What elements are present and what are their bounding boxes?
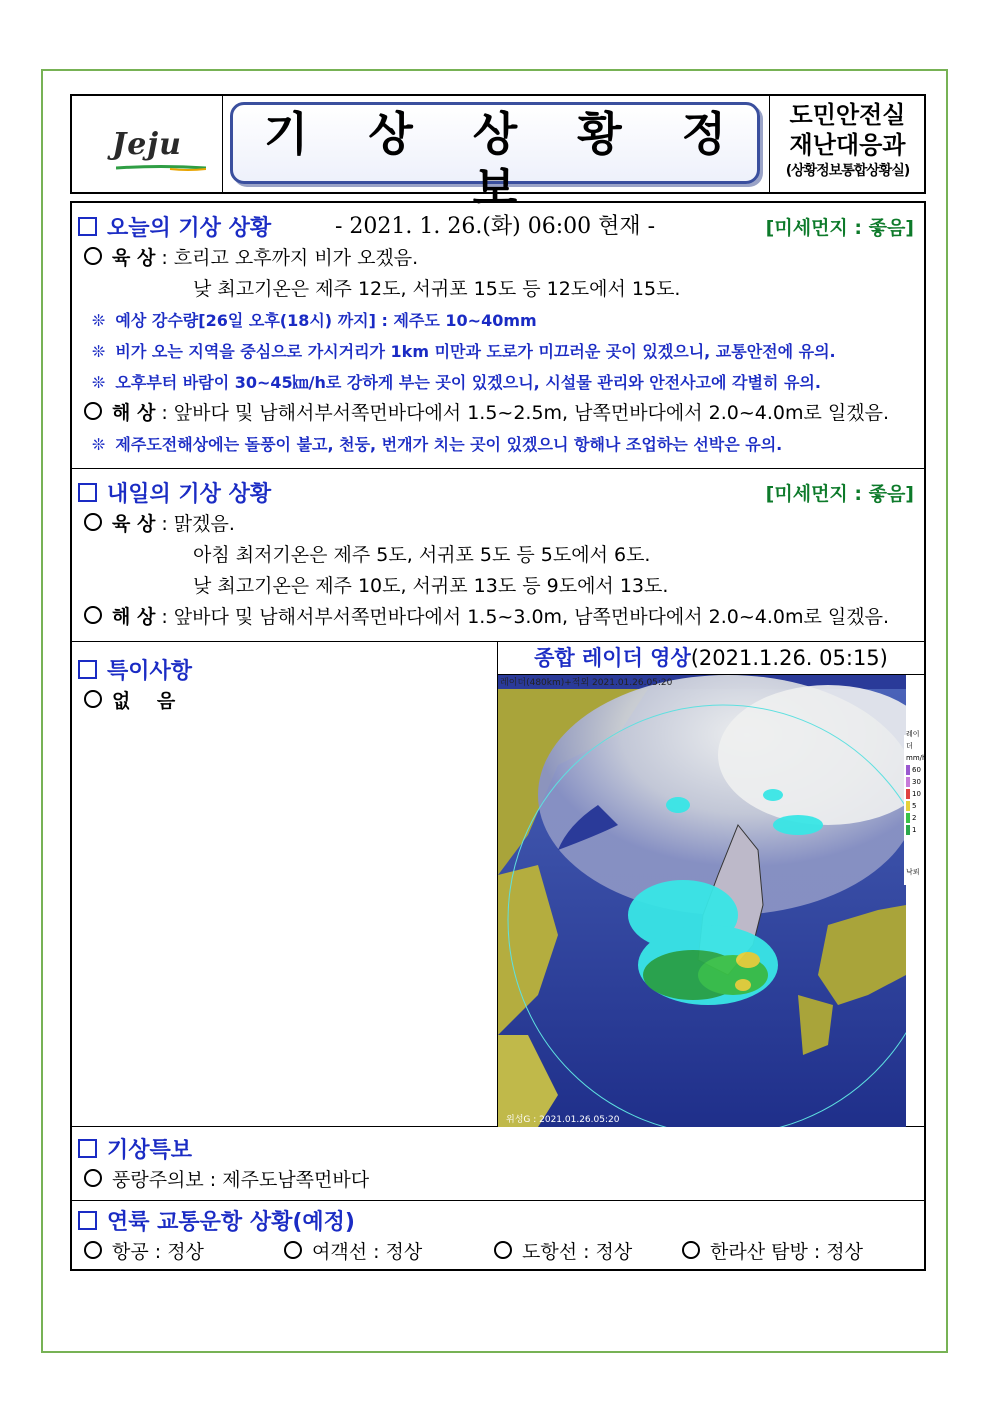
warning-title: 기상특보 bbox=[78, 1133, 192, 1164]
traffic-title: 연륙 교통운항 상황(예정) bbox=[78, 1205, 355, 1236]
tomorrow-max-temp: 낮 최고기온은 제주 10도, 서귀포 13도 등 9도에서 13도. bbox=[193, 575, 669, 597]
tomorrow-title: 내일의 기상 상황 bbox=[78, 477, 271, 508]
today-note-sea: ❊ 제주도전해상에는 돌풍이 불고, 천둥, 번개가 치는 곳이 있겠으니 항해나 조업하는 선박은 유의. bbox=[92, 435, 783, 454]
tomorrow-section bbox=[72, 469, 924, 642]
circle-bullet-icon bbox=[494, 1241, 512, 1259]
tomorrow-sea: 해 상 : 앞바다 및 남해서부서쪽먼바다에서 1.5~3.0m, 남쪽먼바다에서 2.0~4.0m로 일겠음. bbox=[72, 602, 924, 633]
legend-value: 10 bbox=[906, 788, 924, 800]
weather-report-sheet bbox=[70, 94, 926, 1271]
dept-name-2: 재난대응과 bbox=[789, 131, 906, 159]
traffic-island-ship: 도항선 : 정상 bbox=[494, 1237, 682, 1267]
today-note-wind: ❊ 오후부터 바람이 30~45㎞/h로 강하게 부는 곳이 있겠으니, 시설물 관리와 안전사고에 각별히 유의. bbox=[92, 373, 821, 392]
warning-item: 풍랑주의보 : 제주도남쪽먼바다 bbox=[72, 1165, 924, 1196]
checkbox-icon bbox=[78, 1139, 97, 1158]
legend-swatch bbox=[906, 801, 910, 811]
special-title: 특이사항 bbox=[78, 654, 192, 685]
report-datetime: - 2021. 1. 26.(화) 06:00 현재 - bbox=[334, 214, 656, 239]
checkbox-icon bbox=[78, 217, 97, 236]
today-title: 오늘의 기상 상황 bbox=[78, 211, 271, 242]
radar-title: 종합 레이더 영상(2021.1.26. 05:15) bbox=[498, 642, 924, 675]
legend-value: 2 bbox=[906, 812, 924, 824]
jeju-logo-cell bbox=[72, 96, 223, 192]
checkbox-icon bbox=[78, 660, 97, 679]
legend-swatch bbox=[906, 777, 910, 787]
circle-bullet-icon bbox=[84, 690, 102, 708]
special-item: 없 음 bbox=[72, 686, 497, 717]
legend-value: 60 bbox=[906, 764, 924, 776]
tomorrow-land: 육 상 : 맑겠음. bbox=[72, 509, 924, 540]
today-note-visibility: ❊ 비가 오는 지역을 중심으로 가시거리가 1km 미만과 도로가 미끄러운 곳이 있겠으니, 교통안전에 유의. bbox=[92, 342, 836, 361]
circle-bullet-icon bbox=[84, 402, 102, 420]
traffic-ferry: 여객선 : 정상 bbox=[284, 1237, 494, 1267]
circle-bullet-icon bbox=[84, 513, 102, 531]
legend-value: 1 bbox=[906, 824, 924, 836]
checkbox-icon bbox=[78, 483, 97, 502]
radar-legend bbox=[906, 728, 927, 878]
legend-swatch bbox=[906, 765, 910, 775]
legend-swatch bbox=[906, 825, 910, 835]
today-sea: 해 상 : 앞바다 및 남해서부서쪽먼바다에서 1.5~2.5m, 남쪽먼바다에서 2.0~4.0m로 일겠음. bbox=[72, 398, 924, 429]
legend-value: 5 bbox=[906, 800, 924, 812]
circle-bullet-icon bbox=[84, 1169, 102, 1187]
legend-swatch bbox=[906, 813, 910, 823]
legend-value: 30 bbox=[906, 776, 924, 788]
logo-swoosh-icon bbox=[116, 165, 206, 171]
tomorrow-min-temp: 아침 최저기온은 제주 5도, 서귀포 5도 등 5도에서 6도. bbox=[193, 544, 651, 566]
checkbox-icon bbox=[78, 1211, 97, 1230]
radar-map bbox=[498, 675, 906, 1127]
traffic-section bbox=[72, 1201, 924, 1269]
warning-section bbox=[72, 1127, 924, 1201]
today-note-rain: ❊ 예상 강수량[26일 오후(18시) 까지] : 제주도 10~40mm bbox=[92, 311, 537, 330]
legend-lightning: 낙뢰 bbox=[906, 868, 920, 876]
circle-bullet-icon bbox=[682, 1241, 700, 1259]
legend-title: 레이더 bbox=[906, 730, 920, 750]
legend-unit: mm/h bbox=[906, 754, 927, 762]
legend-swatch bbox=[906, 789, 910, 799]
traffic-status-row bbox=[72, 1237, 924, 1267]
tomorrow-dust-status: [미세먼지 : 좋음] bbox=[765, 482, 914, 505]
circle-bullet-icon bbox=[84, 247, 102, 265]
today-dust-status: [미세먼지 : 좋음] bbox=[765, 216, 914, 239]
jeju-logo-text: Jeju bbox=[112, 126, 182, 162]
special-section bbox=[72, 642, 927, 1127]
circle-bullet-icon bbox=[84, 1241, 102, 1259]
report-title: 기 상 상 황 정 보 bbox=[263, 107, 749, 215]
circle-bullet-icon bbox=[284, 1241, 302, 1259]
today-land: 육 상 : 흐리고 오후까지 비가 오겠음. bbox=[72, 243, 924, 274]
dept-name-3: (상황정보통합상황실) bbox=[785, 163, 910, 179]
radar-satellite-image bbox=[498, 675, 906, 1127]
today-section bbox=[72, 203, 924, 469]
dept-name-1: 도민안전실 bbox=[789, 101, 906, 129]
title-box bbox=[230, 102, 760, 239]
radar-caption-bottom: 위성G : 2021.01.26.05:20 bbox=[506, 1115, 620, 1125]
circle-bullet-icon bbox=[84, 606, 102, 624]
department-cell bbox=[769, 96, 925, 192]
report-body bbox=[70, 201, 926, 1271]
traffic-air: 항공 : 정상 bbox=[84, 1237, 284, 1267]
today-land-temp: 낮 최고기온은 제주 12도, 서귀포 15도 등 12도에서 15도. bbox=[193, 278, 681, 300]
radar-caption-top: 레이더(480km)+적외 2021.01.26.05:20 bbox=[500, 678, 673, 688]
traffic-hallasan: 한라산 탐방 : 정상 bbox=[682, 1237, 863, 1267]
jeju-logo bbox=[112, 127, 182, 162]
